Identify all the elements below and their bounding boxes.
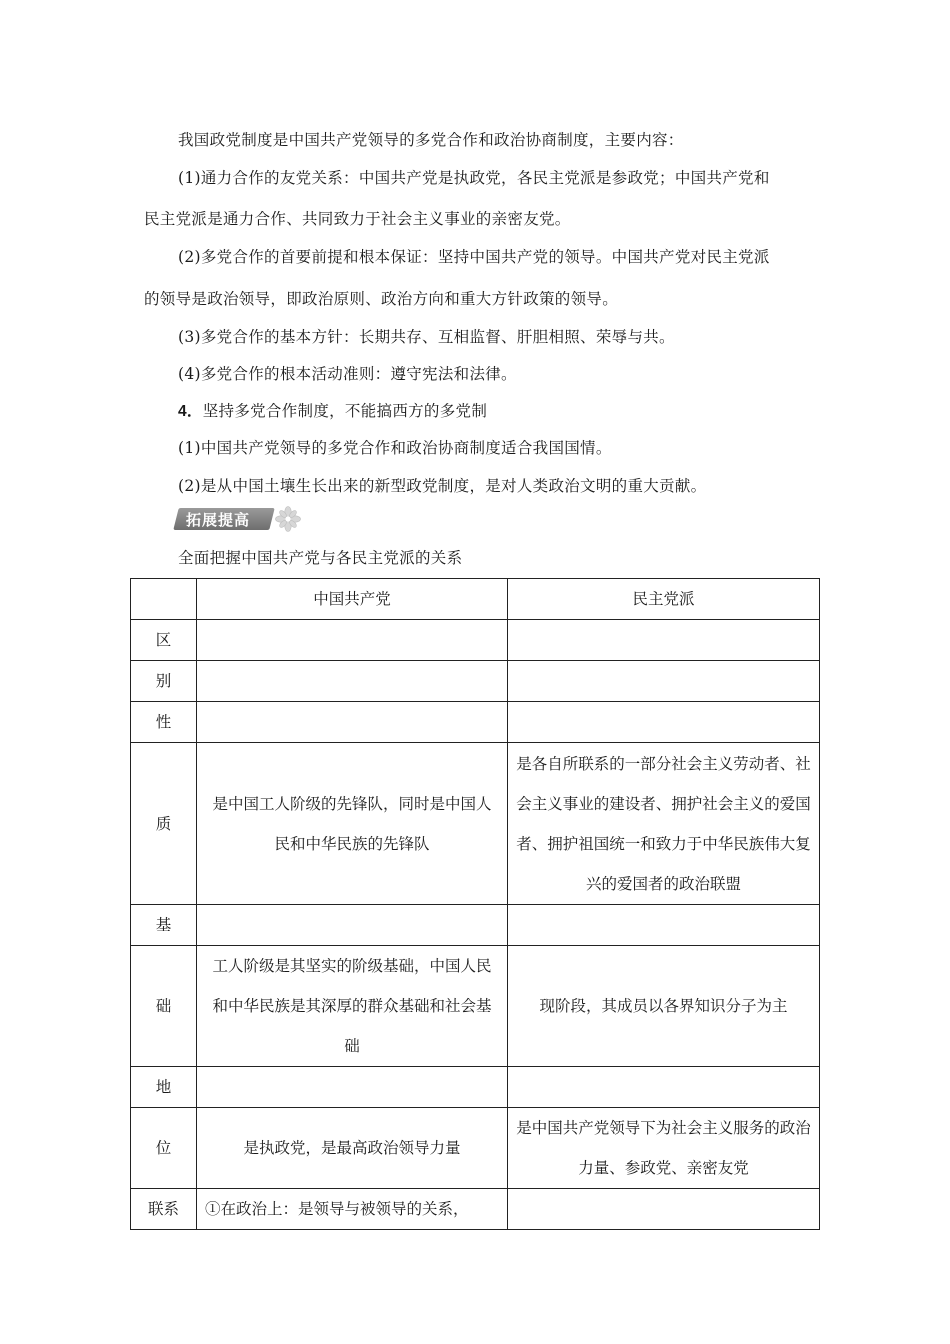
nature-democratic-cell: 是各自所联系的一部分社会主义劳动者、社会主义事业的建设者、拥护社会主义的爱国者、拥护祖国统一和致力于中华民族伟大复兴的爱国者的政治联盟 (508, 743, 820, 905)
header-cpc: 中国共产党 (197, 579, 508, 620)
section4-point1: (1)中国共产党领导的多党合作和政治协商制度适合我国国情。 (178, 439, 612, 457)
header-democratic-parties: 民主党派 (508, 579, 820, 620)
empty-cell (197, 702, 508, 743)
corner-cell (131, 579, 197, 620)
item4-paragraph: (4)多党合作的根本活动准则：遵守宪法和法律。 (178, 365, 517, 383)
table-row-relation (131, 1189, 820, 1230)
row-label: 位 (131, 1108, 197, 1189)
star-decoration-icon (274, 505, 302, 533)
table-row (131, 661, 820, 702)
row-label: 基 (131, 905, 197, 946)
empty-cell (508, 1067, 820, 1108)
row-label: 联系 (131, 1189, 197, 1230)
section4-number: 4． (178, 403, 203, 420)
empty-cell (197, 620, 508, 661)
relationship-table (130, 578, 820, 1230)
item1-line2: 民主党派是通力合作、共同致力于社会主义事业的亲密友党。 (144, 210, 571, 228)
table-row-status (131, 1108, 820, 1189)
section4-title: 坚持多党合作制度，不能搞西方的多党制 (202, 402, 488, 420)
status-cpc-cell: 是执政党，是最高政治领导力量 (197, 1108, 508, 1189)
empty-cell (508, 620, 820, 661)
item2-line1: (2)多党合作的首要前提和根本保证：坚持中国共产党的领导。中国共产党对民主党派 (178, 248, 770, 266)
section4-heading (178, 399, 487, 421)
status-democratic-cell: 是中国共产党领导下为社会主义服务的政治力量、参政党、亲密友党 (508, 1108, 820, 1189)
section4-point2: (2)是从中国土壤生长出来的新型政党制度，是对人类政治文明的重大贡献。 (178, 477, 707, 495)
row-label: 区 (131, 620, 197, 661)
row-label: 别 (131, 661, 197, 702)
table-header-row (131, 579, 820, 620)
empty-cell (197, 661, 508, 702)
relation-democratic-cell (508, 1189, 820, 1230)
row-label: 地 (131, 1067, 197, 1108)
empty-cell (508, 702, 820, 743)
empty-cell (508, 661, 820, 702)
empty-cell (197, 905, 508, 946)
row-label: 础 (131, 946, 197, 1067)
table-row-nature (131, 743, 820, 905)
item1-line1: (1)通力合作的友党关系：中国共产党是执政党，各民主党派是参政党；中国共产党和 (178, 169, 770, 187)
table-caption: 全面把握中国共产党与各民主党派的关系 (178, 549, 463, 567)
table-row (131, 620, 820, 661)
nature-cpc-cell: 是中国工人阶级的先锋队，同时是中国人民和中华民族的先锋队 (197, 743, 508, 905)
basis-democratic-cell: 现阶段，其成员以各界知识分子为主 (508, 946, 820, 1067)
row-label: 质 (131, 743, 197, 905)
extension-banner-label: 拓展提高 (186, 511, 251, 529)
empty-cell (197, 1067, 508, 1108)
table-row (131, 702, 820, 743)
basis-cpc-cell: 工人阶级是其坚实的阶级基础，中国人民和中华民族是其深厚的群众基础和社会基础 (197, 946, 508, 1067)
empty-cell (508, 905, 820, 946)
item3-paragraph: (3)多党合作的基本方针：长期共存、互相监督、肝胆相照、荣辱与共。 (178, 328, 675, 346)
table-row (131, 905, 820, 946)
table-row-basis (131, 946, 820, 1067)
row-label: 性 (131, 702, 197, 743)
item2-line2: 的领导是政治领导，即政治原则、政治方向和重大方针政策的领导。 (144, 290, 619, 308)
table-row (131, 1067, 820, 1108)
intro-paragraph: 我国政党制度是中国共产党领导的多党合作和政治协商制度，主要内容： (178, 131, 684, 149)
relation-cpc-cell: ①在政治上：是领导与被领导的关系， (197, 1189, 508, 1230)
